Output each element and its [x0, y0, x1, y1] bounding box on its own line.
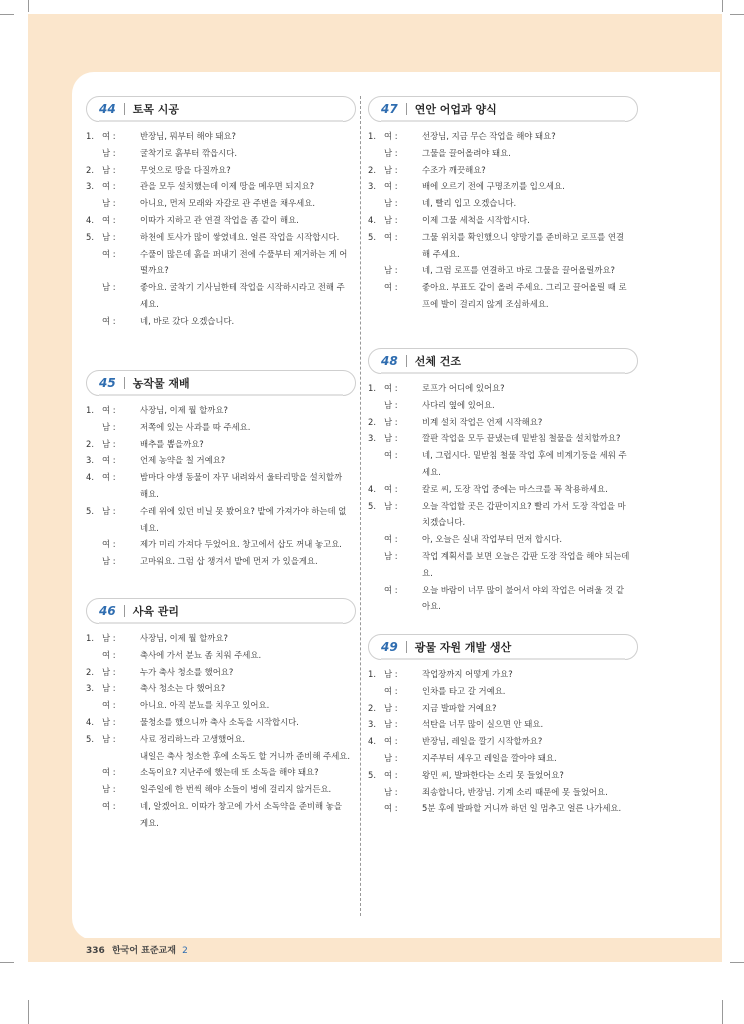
question-number	[368, 548, 384, 582]
speaker-label: 남 :	[384, 164, 398, 175]
dialogue-text: 비계 설치 작업은 언제 시작해요?	[422, 416, 543, 427]
section-title: 토목 시공	[132, 103, 180, 116]
dialogue-text: 언제 농약을 칠 거예요?	[140, 455, 226, 466]
dialogue-line	[368, 212, 638, 229]
crop-mark	[730, 14, 744, 15]
dialogue-text: 네, 그럽시다. 밑받침 철물 작업 후에 비계기둥을 세워 주	[422, 450, 627, 461]
speaker-label: 여 :	[102, 700, 116, 711]
speaker-label: 여 :	[384, 803, 398, 814]
question-number	[86, 781, 102, 798]
header-separator	[124, 103, 125, 115]
speaker-label: 남 :	[384, 500, 398, 511]
speaker-label: 여 :	[102, 455, 116, 466]
speaker-label: 여 :	[384, 181, 398, 192]
dialogue-line	[86, 452, 356, 469]
dialogue-text: 물청소를 했으니까 축사 소독을 시작합시다.	[140, 716, 299, 727]
question-number	[86, 246, 102, 263]
header-separator	[406, 641, 407, 653]
speaker-label: 여 :	[384, 736, 398, 747]
dialogue-line	[368, 683, 638, 700]
dialogue-line	[368, 700, 638, 717]
dialogue-text: 내일은 축사 청소한 후에 소독도 할 거니까 준비해 주세요.	[140, 750, 351, 761]
dialogue-text: 일주일에 한 번씩 해야 소들이 병에 걸리지 않거든요.	[140, 784, 332, 795]
section-title: 사육 관리	[132, 605, 180, 618]
dialogue-line	[368, 767, 638, 784]
header-separator	[124, 377, 125, 389]
section-number: 48	[381, 354, 398, 368]
speaker-label: 남 :	[102, 733, 116, 744]
dialogue-line	[86, 229, 356, 246]
speaker-label: 남 :	[102, 784, 116, 795]
dialogue-text: 하천에 토사가 많이 쌓였네요. 얼른 작업을 시작합시다.	[140, 231, 340, 242]
question-number	[86, 195, 102, 212]
speaker-label: 여 :	[102, 131, 116, 141]
dialogue-text: 제가 미리 가져다 두었어요. 창고에서 삽도 꺼내 놓고요.	[140, 539, 342, 550]
speaker-label: 남 :	[102, 683, 116, 694]
dialogue-line	[86, 212, 356, 229]
dialogue-text: 인차를 타고 갈 거예요.	[422, 685, 506, 696]
page-footer	[86, 943, 188, 956]
page-number: 336	[86, 946, 105, 956]
dialogue-text: 고마워요. 그럼 삽 챙겨서 밭에 먼저 가 있을게요.	[140, 556, 318, 567]
speaker-label: 남 :	[102, 633, 116, 643]
question-number	[368, 784, 384, 801]
question-number: 2.	[86, 164, 94, 175]
section-title: 농작물 재배	[132, 377, 190, 390]
dialogue-text: 칼로 씨, 도장 작업 중에는 마스크를 꼭 착용하세요.	[422, 483, 608, 494]
section-number: 49	[381, 640, 398, 654]
question-number: 5.	[86, 733, 94, 744]
dialogue-continuation: 해요.	[140, 488, 159, 499]
section-number: 45	[99, 376, 116, 390]
question-number: 5.	[86, 231, 94, 242]
question-number	[86, 419, 102, 436]
section-number: 44	[99, 102, 116, 116]
speaker-label: 남 :	[102, 505, 116, 516]
dialogue-text: 저쪽에 있는 사과를 따 주세요.	[140, 421, 251, 432]
crop-mark	[730, 962, 744, 963]
dialogue-line	[86, 279, 356, 296]
question-number	[86, 748, 102, 765]
question-number	[86, 313, 102, 330]
question-number: 3.	[86, 181, 94, 192]
dialogue-text: 그물 위치를 확인했으니 양망기를 준비하고 로프를 연결	[422, 231, 625, 242]
dialogue-text: 죄송합니다, 반장님. 기계 소리 때문에 못 들었어요.	[422, 786, 608, 797]
dialogue-text: 축사 청소는 다 했어요?	[140, 683, 226, 694]
dialogue-text: 수조가 깨끗해요?	[422, 164, 486, 175]
question-number	[86, 647, 102, 664]
question-number	[86, 764, 102, 781]
dialogue-text: 굴착기로 흙부터 깎읍시다.	[140, 147, 237, 158]
dialogue-line	[86, 246, 356, 263]
speaker-label: 남 :	[102, 556, 116, 567]
dialogue-line	[368, 716, 638, 733]
dialogue-text: 좋아요. 부표도 같이 올려 주세요. 그리고 끌어올릴 때 로	[422, 282, 627, 293]
speaker-label: 여 :	[102, 472, 116, 483]
section-header	[368, 348, 638, 374]
question-number: 5.	[368, 769, 376, 780]
speaker-label: 여 :	[102, 315, 116, 326]
section-47	[368, 96, 638, 313]
dialogue-line	[86, 731, 356, 748]
speaker-label: 남 :	[102, 198, 116, 209]
dialogue-line	[368, 279, 638, 296]
dialogue-text: 반장님, 뭐부터 해야 돼요?	[140, 131, 236, 141]
question-number: 4.	[368, 214, 376, 225]
dialogue-text: 네, 바로 갔다 오겠습니다.	[140, 315, 235, 326]
dialogue-line	[86, 128, 356, 145]
dialogue-text: 깔판 작업을 모두 끝냈는데 밑받침 철물을 설치할까요?	[422, 433, 621, 444]
section-number: 46	[99, 604, 116, 618]
dialogue-line	[86, 536, 356, 553]
book-title: 한국어 표준교재	[111, 946, 176, 956]
section-49	[368, 634, 638, 817]
section-title: 선체 건조	[414, 355, 462, 368]
section-header	[368, 96, 638, 122]
speaker-label: 남 :	[384, 147, 398, 158]
section-number: 47	[381, 102, 398, 116]
dialogue-text: 사료 정리하느라 고생했어요.	[140, 733, 246, 744]
question-number: 2.	[368, 702, 376, 713]
question-number	[86, 536, 102, 553]
dialogue-continuation: 게요.	[140, 817, 159, 828]
dialogue-line	[86, 714, 356, 731]
volume-number: 2	[182, 946, 188, 956]
question-number	[86, 145, 102, 162]
section-header	[86, 370, 356, 396]
question-number: 5.	[368, 231, 376, 242]
question-number: 4.	[86, 214, 94, 225]
section-44	[86, 96, 356, 330]
question-number: 4.	[86, 472, 94, 483]
speaker-label: 남 :	[384, 752, 398, 763]
question-number: 4.	[368, 483, 376, 494]
dialogue-text: 네, 알겠어요. 이따가 창고에 가서 소독약을 준비해 놓을	[140, 800, 342, 811]
speaker-label: 여 :	[384, 769, 398, 780]
speaker-label: 남 :	[102, 421, 116, 432]
section-header	[368, 634, 638, 660]
question-number: 1.	[86, 405, 94, 415]
dialogue-text: 아니요, 먼저 모래와 자갈로 관 주변을 채우세요.	[140, 198, 316, 209]
question-number: 1.	[368, 383, 376, 393]
question-number	[368, 683, 384, 700]
dialogue-line	[368, 229, 638, 246]
question-number: 2.	[86, 666, 94, 677]
dialogue-text: 사장님, 이제 뭘 할까요?	[140, 633, 228, 643]
dialogue-line	[368, 531, 638, 548]
dialogue-line	[86, 630, 356, 647]
dialogue-text: 그물을 끌어올려야 돼요.	[422, 147, 511, 158]
dialogue-text: 수풀이 많은데 흙을 퍼내기 전에 수풀부터 제거하는 게 어	[140, 248, 348, 259]
section-header	[86, 96, 356, 122]
dialogue-text: 아니요. 아직 분뇨를 치우고 있어요.	[140, 700, 270, 711]
speaker-label: 여 :	[102, 767, 116, 778]
question-number	[368, 279, 384, 296]
question-number	[368, 531, 384, 548]
dialogue-line	[86, 764, 356, 781]
question-number: 5.	[368, 500, 376, 511]
question-number	[368, 397, 384, 414]
speaker-label: 여 :	[384, 450, 398, 461]
question-number	[368, 195, 384, 212]
question-number: 3.	[368, 433, 376, 444]
dialogue-line	[86, 469, 356, 486]
speaker-label: 남 :	[384, 702, 398, 713]
dialogue-text: 좋아요. 굴착기 기사님한테 작업을 시작하시라고 전해 주	[140, 282, 345, 293]
speaker-label: 여 :	[102, 649, 116, 660]
dialogue-continuation: 네요.	[140, 522, 159, 533]
dialogue-line	[368, 582, 638, 599]
dialogue-line	[86, 195, 356, 212]
dialogue-line	[368, 498, 638, 515]
speaker-label: 남 :	[384, 214, 398, 225]
dialogue-line	[368, 128, 638, 145]
dialogue-text: 사다리 옆에 있어요.	[422, 399, 495, 410]
question-number	[368, 582, 384, 599]
question-number: 2.	[368, 164, 376, 175]
dialogue-text: 왕민 씨, 발파한다는 소리 못 들었어요?	[422, 769, 564, 780]
speaker-label: 남 :	[384, 399, 398, 410]
dialogue-text: 아, 오늘은 실내 작업부터 먼저 합시다.	[422, 534, 562, 545]
dialogue-continuation: 세요.	[140, 298, 159, 309]
dialogue-line	[368, 380, 638, 397]
section-46	[86, 598, 356, 832]
speaker-label	[102, 748, 140, 765]
dialogue-text: 수레 위에 있던 비닐 못 봤어요? 밭에 가져가야 하는데 없	[140, 505, 347, 516]
dialogue-line	[368, 430, 638, 447]
dialogue-line	[86, 680, 356, 697]
crop-mark	[28, 0, 29, 12]
speaker-label: 여 :	[384, 483, 398, 494]
dialogue-text: 사장님, 이제 뭘 할까요?	[140, 405, 228, 415]
speaker-label: 여 :	[384, 534, 398, 545]
speaker-label: 여 :	[102, 405, 116, 415]
dialogue-text: 축사에 가서 분뇨 좀 치워 주세요.	[140, 649, 262, 660]
question-number: 1.	[368, 131, 376, 141]
crop-mark	[28, 1000, 29, 1024]
question-number: 4.	[368, 736, 376, 747]
speaker-label: 남 :	[384, 433, 398, 444]
dialogue-line	[86, 313, 356, 330]
question-number: 2.	[86, 438, 94, 449]
dialogue-line	[368, 262, 638, 279]
dialogue-line	[86, 503, 356, 520]
speaker-label: 남 :	[384, 669, 398, 679]
dialogue-line	[368, 145, 638, 162]
dialogue-line	[86, 647, 356, 664]
dialogue-line	[86, 553, 356, 570]
speaker-label: 여 :	[102, 214, 116, 225]
dialogue-text: 관을 모두 설치했는데 이제 땅을 메우면 되지요?	[140, 181, 315, 192]
question-number	[368, 145, 384, 162]
question-number	[368, 447, 384, 464]
dialogue-line	[86, 798, 356, 815]
dialogue-line	[368, 733, 638, 750]
dialogue-line	[368, 666, 638, 683]
crop-mark	[722, 0, 723, 12]
section-48	[368, 348, 638, 615]
section-header	[86, 598, 356, 624]
question-number: 1.	[368, 669, 376, 679]
dialogue-text: 로프가 어디에 있어요?	[422, 383, 505, 393]
dialogue-line	[86, 419, 356, 436]
speaker-label: 남 :	[384, 265, 398, 276]
dialogue-text: 이제 그물 세척을 시작합시다.	[422, 214, 530, 225]
question-number: 4.	[86, 716, 94, 727]
question-number: 3.	[86, 455, 94, 466]
question-number	[86, 553, 102, 570]
dialogue-line	[368, 397, 638, 414]
speaker-label: 남 :	[384, 416, 398, 427]
dialogue-line	[368, 784, 638, 801]
speaker-label: 남 :	[384, 719, 398, 730]
speaker-label: 여 :	[384, 383, 398, 393]
speaker-label: 여 :	[384, 685, 398, 696]
dialogue-text: 이따가 지하고 관 연결 작업을 좀 같이 해요.	[140, 214, 299, 225]
dialogue-text: 배추를 뽑을까요?	[140, 438, 204, 449]
speaker-label: 여 :	[102, 181, 116, 192]
dialogue-line	[86, 748, 356, 765]
dialogue-line	[368, 447, 638, 464]
dialogue-line	[86, 664, 356, 681]
speaker-label: 여 :	[384, 131, 398, 141]
dialogue-line	[86, 402, 356, 419]
dialogue-text: 반장님, 레일을 깔기 시작할까요?	[422, 736, 543, 747]
speaker-label: 여 :	[102, 248, 116, 259]
question-number	[368, 800, 384, 817]
section-title: 광물 자원 개발 생산	[414, 641, 512, 654]
dialogue-continuation: 해 주세요.	[422, 248, 460, 259]
dialogue-line	[86, 178, 356, 195]
dialogue-text: 무엇으로 땅을 다질까요?	[140, 164, 231, 175]
speaker-label: 남 :	[102, 666, 116, 677]
dialogue-text: 누가 축사 청소를 했어요?	[140, 666, 234, 677]
dialogue-continuation: 프에 발이 걸리지 않게 조심하세요.	[422, 298, 549, 309]
dialogue-text: 소독이요? 지난주에 했는데 또 소독을 해야 돼요?	[140, 767, 319, 778]
dialogue-line	[368, 414, 638, 431]
dialogue-text: 네, 빨리 입고 오겠습니다.	[422, 198, 517, 209]
column-divider	[360, 96, 361, 916]
dialogue-line	[368, 481, 638, 498]
speaker-label: 남 :	[102, 147, 116, 158]
speaker-label: 여 :	[384, 231, 398, 242]
dialogue-text: 네, 그럼 로프를 연결하고 바로 그물을 끌어올릴까요?	[422, 265, 615, 276]
dialogue-text: 지금 발파할 거예요?	[422, 702, 497, 713]
question-number: 1.	[86, 131, 94, 141]
dialogue-continuation: 세요.	[422, 466, 441, 477]
dialogue-line	[86, 781, 356, 798]
speaker-label: 남 :	[102, 231, 116, 242]
dialogue-line	[86, 145, 356, 162]
speaker-label: 남 :	[102, 438, 116, 449]
dialogue-text: 선장님, 지금 무슨 작업을 해야 돼요?	[422, 131, 556, 141]
crop-mark	[722, 1000, 723, 1024]
section-title: 연안 어업과 양식	[414, 103, 497, 116]
speaker-label: 여 :	[384, 584, 398, 595]
question-number: 3.	[368, 719, 376, 730]
speaker-label: 남 :	[384, 550, 398, 561]
section-45	[86, 370, 356, 570]
dialogue-continuation: 아요.	[422, 601, 441, 612]
dialogue-line	[86, 697, 356, 714]
question-number: 2.	[368, 416, 376, 427]
question-number	[86, 279, 102, 296]
dialogue-line	[368, 800, 638, 817]
dialogue-line	[368, 548, 638, 582]
question-number: 3.	[86, 683, 94, 694]
question-number	[86, 697, 102, 714]
question-number	[368, 750, 384, 767]
dialogue-line	[368, 162, 638, 179]
dialogue-text: 작업 계획서를 보면 오늘은 갑판 도장 작업을 해야 되는데요.	[422, 550, 630, 578]
header-separator	[406, 355, 407, 367]
question-number	[368, 262, 384, 279]
speaker-label: 남 :	[384, 786, 398, 797]
header-separator	[124, 605, 125, 617]
question-number: 1.	[86, 633, 94, 643]
dialogue-line	[86, 436, 356, 453]
dialogue-text: 석탄을 너무 많이 실으면 안 돼요.	[422, 719, 544, 730]
speaker-label: 남 :	[102, 282, 116, 293]
question-number: 5.	[86, 505, 94, 516]
speaker-label: 남 :	[102, 164, 116, 175]
dialogue-continuation: 떨까요?	[140, 265, 169, 276]
speaker-label: 여 :	[384, 282, 398, 293]
dialogue-line	[86, 162, 356, 179]
dialogue-text: 작업장까지 어떻게 가요?	[422, 669, 513, 679]
speaker-label: 남 :	[384, 198, 398, 209]
dialogue-text: 지주부터 세우고 레일을 깔아야 돼요.	[422, 752, 557, 763]
dialogue-line	[368, 195, 638, 212]
speaker-label: 남 :	[102, 716, 116, 727]
dialogue-line	[368, 178, 638, 195]
dialogue-text: 밤마다 야생 동물이 자꾸 내려와서 울타리망을 설치할까	[140, 472, 343, 483]
question-number	[86, 798, 102, 815]
speaker-label: 여 :	[102, 539, 116, 550]
dialogue-text: 오늘 작업할 곳은 갑판이지요? 빨리 가서 도장 작업을 마	[422, 500, 626, 511]
question-number: 3.	[368, 181, 376, 192]
header-separator	[406, 103, 407, 115]
dialogue-continuation: 치겠습니다.	[422, 517, 466, 528]
dialogue-text: 5분 후에 발파할 거니까 하던 일 멈추고 얼른 나가세요.	[422, 803, 622, 814]
dialogue-line	[368, 750, 638, 767]
crop-mark	[0, 14, 14, 15]
dialogue-text: 오늘 바람이 너무 많이 불어서 야외 작업은 어려울 것 같	[422, 584, 624, 595]
dialogue-text: 배에 오르기 전에 구명조끼를 입으세요.	[422, 181, 565, 192]
speaker-label: 여 :	[102, 800, 116, 811]
crop-mark	[0, 962, 14, 963]
